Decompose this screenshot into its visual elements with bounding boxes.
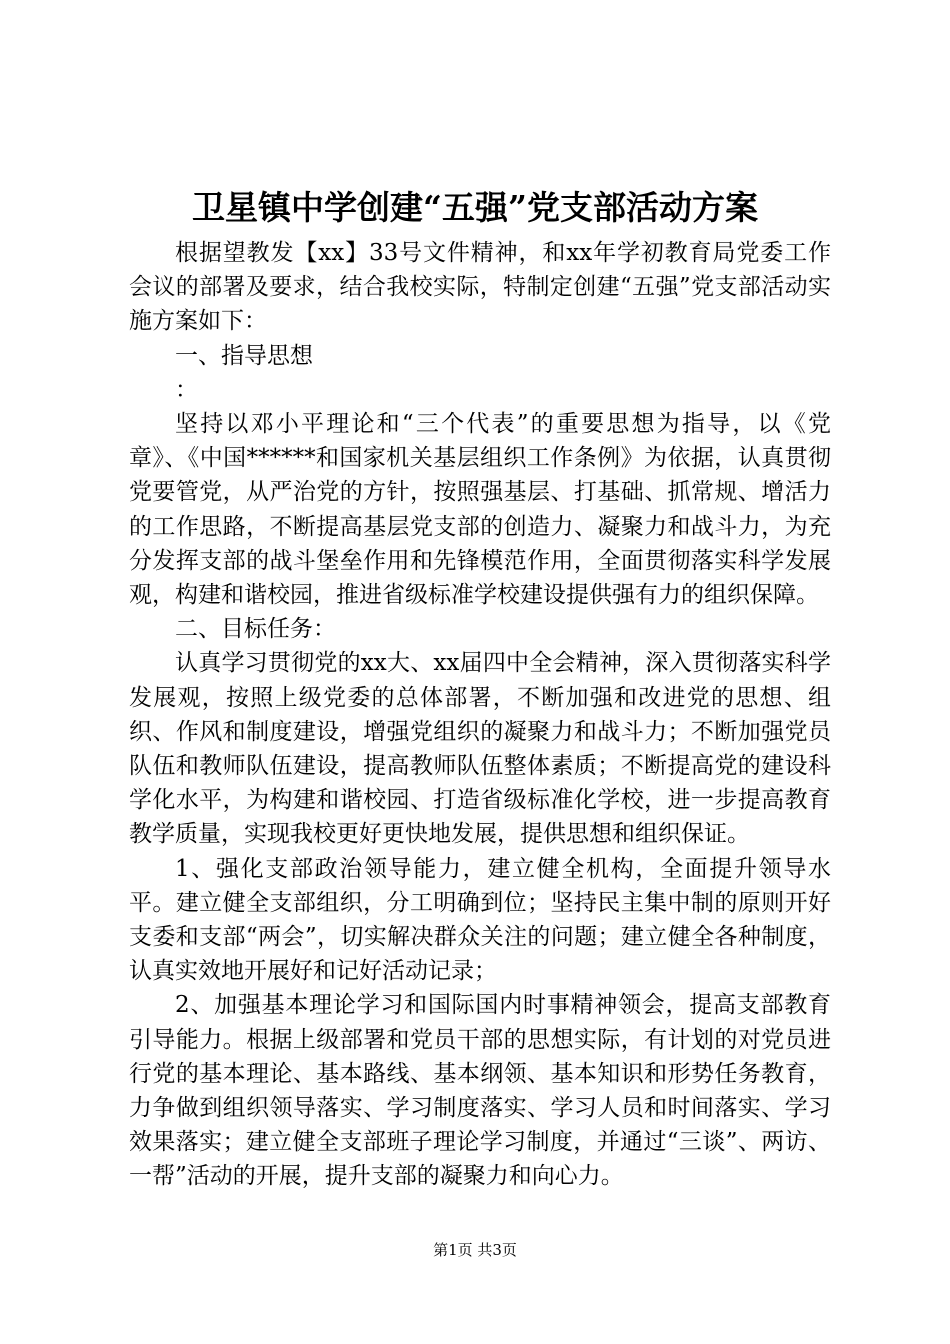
task-item-1: 1、强化支部政治领导能力，建立健全机构，全面提升领导水平。建立健全支部组织，分工明确到位；坚持民主集中制的原则开好支委和支部“两会”，切实解决群众关注的问题；建立健全各种制度，认真实效地开展好和记好活动记录； xyxy=(129,855,831,985)
stray-colon-line: ： xyxy=(175,376,198,403)
task-item-2: 2、加强基本理论学习和国际国内时事精神领会，提高支部教育引导能力。根据上级部署和党员干部的思想实际，有计划的对党员进行党的基本理论、基本路线、基本纲领、基本知识和形势任务教育，力争做到组织领导落实、学习制度落实、学习人员和时间落实、学习效果落实；建立健全支部班子理论学习制度，并通过“三谈”、两访、一帮”活动的开展，提升支部的凝聚力和向心力。 xyxy=(129,992,831,1190)
page-number-footer: 第1页 共3页 xyxy=(433,1241,517,1259)
document-title: 卫星镇中学创建“五强”党支部活动方案 xyxy=(192,188,758,227)
intro-paragraph: 根据望教发【xx】33号文件精神，和xx年学初教育局党委工作会议的部署及要求，结合我校实际，特制定创建“五强”党支部活动实施方案如下： xyxy=(129,240,831,335)
document-body xyxy=(129,236,831,1194)
section-heading-guiding-ideology: 一、指导思想 xyxy=(175,342,313,369)
goals-paragraph: 认真学习贯彻党的xx大、xx届四中全会精神，深入贯彻落实科学发展观，按照上级党委的总体部署，不断加强和改进党的思想、组织、作风和制度建设，增强党组织的凝聚力和战斗力；不断加强党员队伍和教师队伍建设，提高教师队伍整体素质；不断提高党的建设科学化水平，为构建和谐校园、打造省级标准化学校，进一步提高教育教学质量，实现我校更好更快地发展，提供思想和组织保证。 xyxy=(129,650,831,848)
guiding-ideology-paragraph: 坚持以邓小平理论和“三个代表”的重要思想为指导，以《党章》、《中国******和国家机关基层组织工作条例》为依据，认真贯彻党要管党，从严治党的方针，按照强基层、打基础、抓常规、增活力的工作思路，不断提高基层党支部的创造力、凝聚力和战斗力，为充分发挥支部的战斗堡垒作用和先锋模范作用，全面贯彻落实科学发展观，构建和谐校园，推进省级标准学校建设提供强有力的组织保障。 xyxy=(129,411,831,609)
section-heading-goals: 二、目标任务： xyxy=(175,616,336,643)
